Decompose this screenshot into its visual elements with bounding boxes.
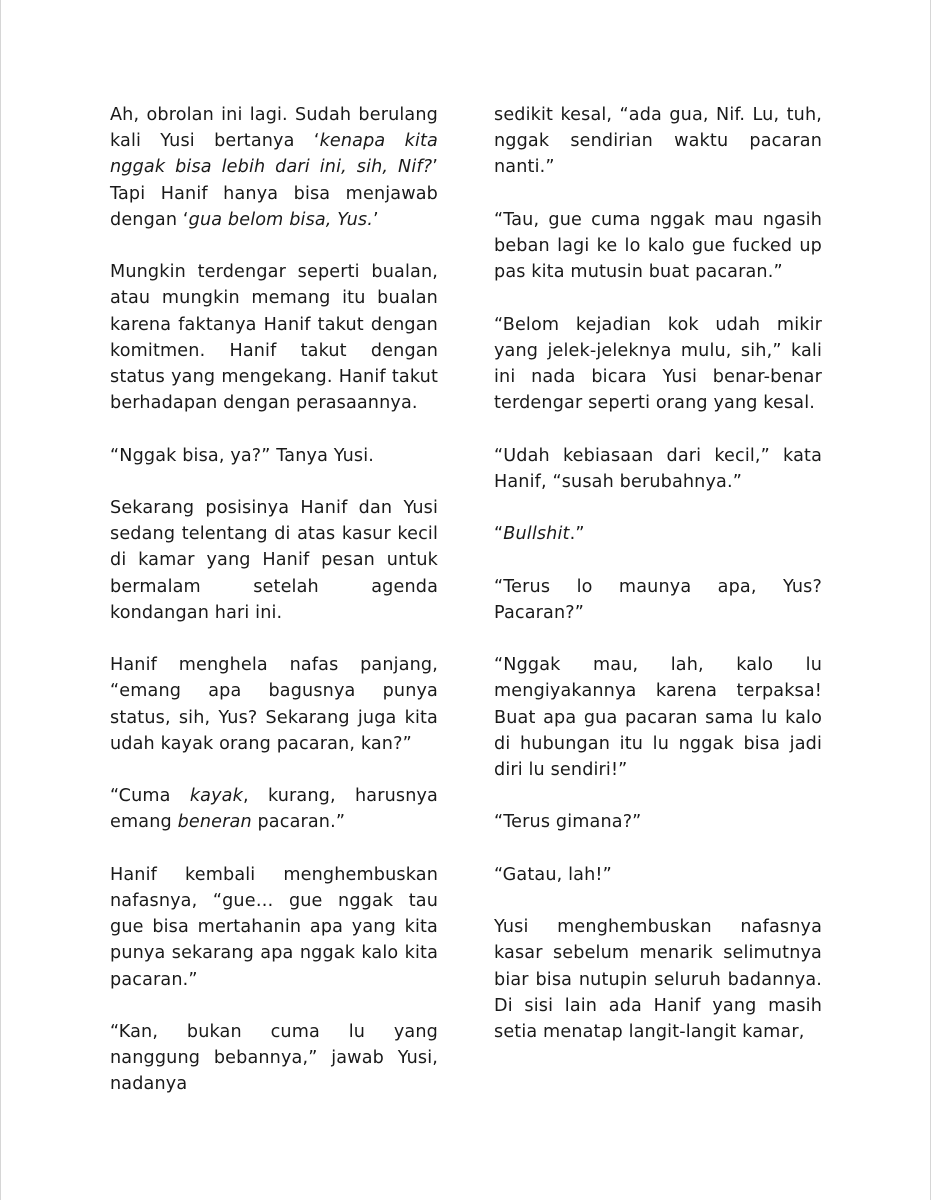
paragraph: “Nggak mau, lah, kalo lu mengiyakannya karena terpaksa! Buat apa gua pacaran sama lu kalo di hubungan itu lu nggak bisa jadi diri lu sendiri!” (494, 655, 822, 780)
paragraph: “Terus gimana?” (494, 812, 642, 833)
paragraph: “Belom kejadian kok udah mikir yang jelek-jeleknya mulu, sih,” kali ini nada bicara Yusi benar-benar terdengar seperti orang yang kesal. (494, 314, 822, 414)
page-edge-right (930, 0, 931, 1200)
page-edge-left (0, 0, 1, 1200)
paragraph: sedikit kesal, “ada gua, Nif. Lu, tuh, nggak sendirian waktu pacaran nanti.” (494, 105, 822, 178)
paragraph: Ah, obrolan ini lagi. Sudah berulang kali Yusi bertanya ‘kenapa kita nggak bisa lebih dari ini, sih, Nif?’ Tapi Hanif hanya bisa menjawab dengan ‘gua belom bisa, Yus.’ (110, 105, 438, 230)
left-column (110, 102, 438, 1124)
paragraph: “Cuma kayak, kurang, harusnya emang beneran pacaran.” (110, 786, 438, 833)
paragraph: Sekarang posisinya Hanif dan Yusi sedang telentang di atas kasur kecil di kamar yang Hanif pesan untuk bermalam setelah agenda kondangan hari ini. (110, 498, 438, 623)
paragraph: “Udah kebiasaan dari kecil,” kata Hanif, “susah berubahnya.” (494, 445, 822, 492)
paragraph: “Terus lo maunya apa, Yus? Pacaran?” (494, 576, 822, 623)
paragraph: “Nggak bisa, ya?” Tanya Yusi. (110, 445, 375, 466)
paragraph: Mungkin terdengar seperti bualan, atau mungkin memang itu bualan karena faktanya Hanif takut dengan komitmen. Hanif takut dengan status yang mengekang. Hanif takut berhadapan dengan perasaannya. (110, 262, 438, 414)
paragraph: “Gatau, lah!” (494, 864, 612, 885)
right-column (494, 102, 822, 1071)
paragraph: Hanif menghela nafas panjang, “emang apa bagusnya punya status, sih, Yus? Sekarang juga kita udah kayak orang pacaran, kan?” (110, 655, 438, 754)
paragraph: “Bullshit.” (494, 524, 585, 545)
paragraph: Hanif kembali menghembuskan nafasnya, “gue… gue nggak tau gue bisa mertahanin apa yang kita punya sekarang apa nggak kalo kita pacaran.” (110, 864, 438, 990)
paragraph: Yusi menghembuskan nafasnya kasar sebelum menarik selimutnya biar bisa nutupin seluruh badannya. Di sisi lain ada Hanif yang masih setia menatap langit-langit kamar, (494, 917, 822, 1042)
paragraph: “Tau, gue cuma nggak mau ngasih beban lagi ke lo kalo gue fucked up pas kita mutusin buat pacaran.” (494, 209, 822, 283)
paragraph: “Kan, bukan cuma lu yang nanggung bebannya,” jawab Yusi, nadanya (110, 1022, 438, 1095)
